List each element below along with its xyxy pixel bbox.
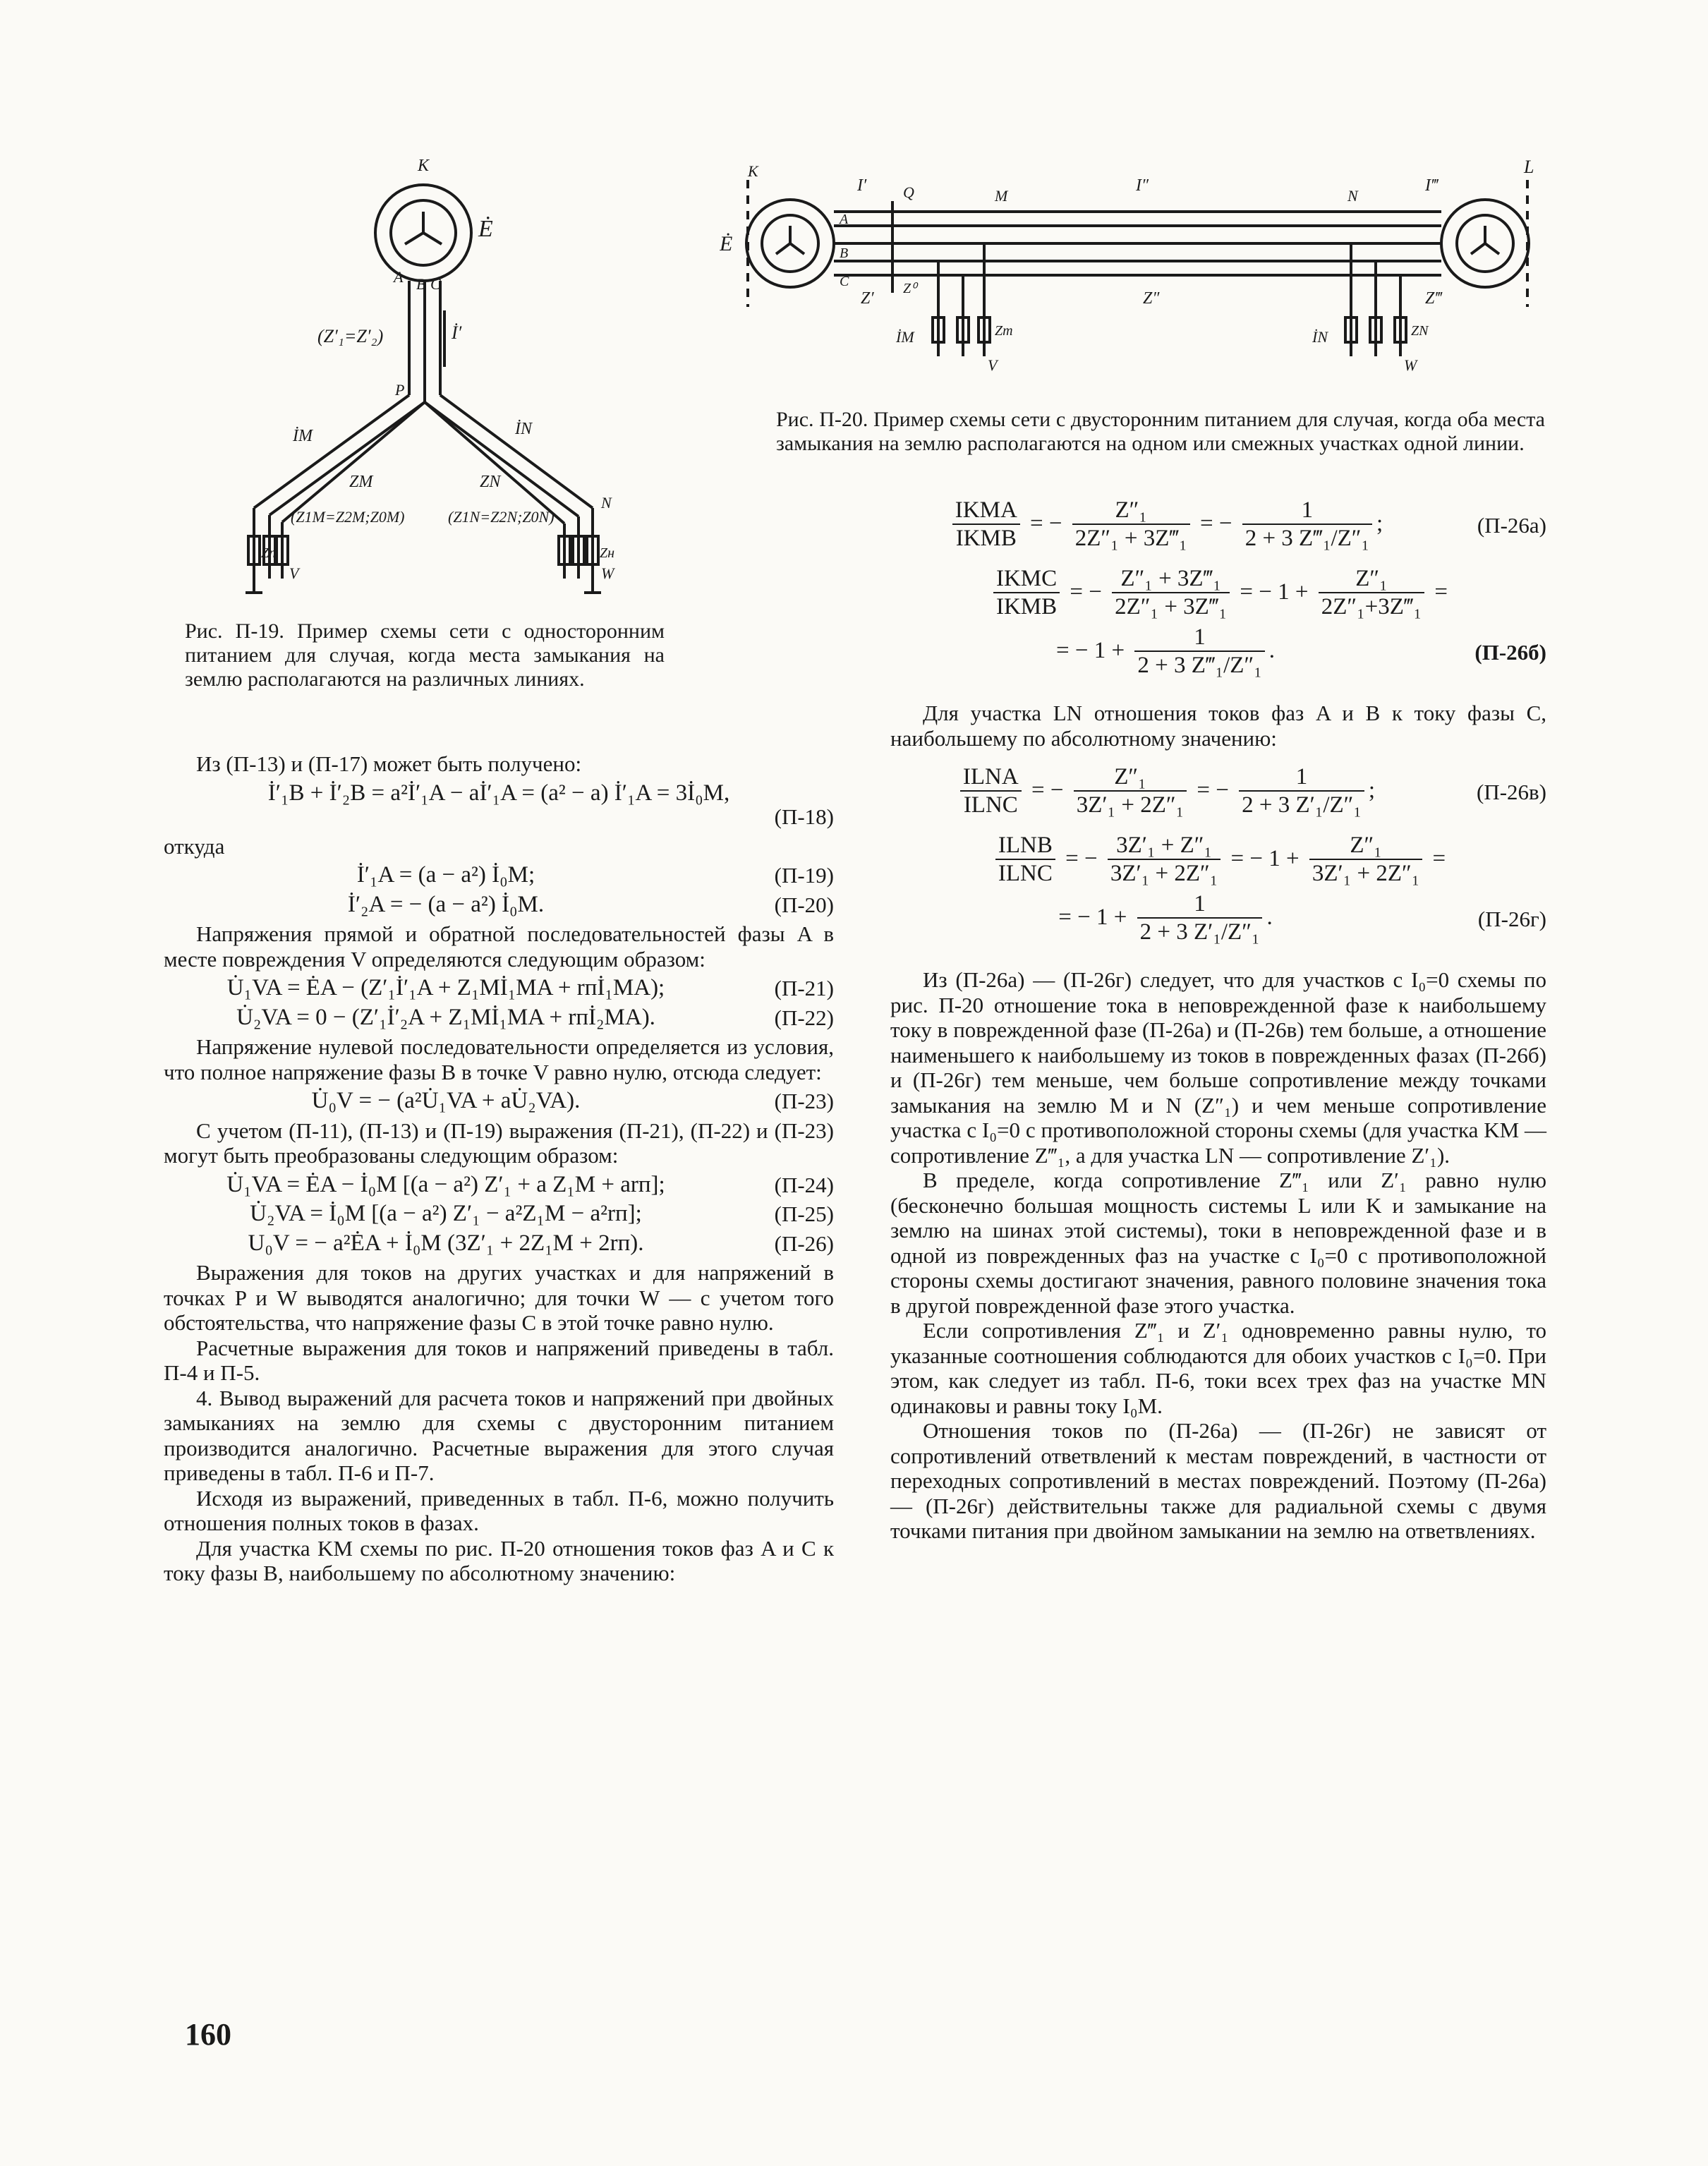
fig19-IN: İN	[515, 420, 532, 438]
fig20-M: M	[995, 187, 1008, 205]
eq20-body: İ′₂A = − (a − a²) İ₀M.	[347, 891, 545, 917]
otkuda: откуда	[164, 833, 225, 859]
eq25-body: U̇₂VA = İ₀M [(a − a²) Z′₁ − a²Z₁M − a²rп];	[250, 1201, 642, 1226]
fig20-E: Ė	[720, 232, 733, 255]
paragraph-7: Исходя из выражений, приведенных в табл. П-6, можно получить отношения полных токов в фазах.	[164, 1485, 834, 1535]
e26b-n1: IKMC	[993, 567, 1060, 593]
right-paragraph-5: Отношения токов по (П-26а) — (П-26г) не зависят от сопротивлений ответвлений к местам повреждений, в частности от переходных сопротивлений в местах повреждений. Поэтому (П-26а) — (П-26г) действительны также для радиальной схемы с двумя точками питания при двойном замыкании на землю на ответвлениях.	[890, 1418, 1546, 1543]
eq-p24	[164, 1173, 834, 1198]
e26g-n3: Z″₁	[1309, 833, 1422, 860]
page-number: 160	[185, 2017, 231, 2052]
eq-p26g-cont: = − 1 + $\frac{1}{\text{2 + 3 Z′₁/Z″₁}}$ . (П-26г)	[890, 892, 1546, 946]
eq26-number: (П-26)	[774, 1230, 834, 1256]
e26b-d4: 2 + 3 Z‴₁/Z″₁	[1137, 652, 1262, 678]
eq19-body: İ′₁A = (a − a²) İ₀M;	[356, 862, 535, 888]
fig20-Zn: ZN	[1411, 323, 1429, 339]
eq18-number: (П-18)	[774, 804, 834, 829]
e26b-n4: 1	[1134, 625, 1264, 652]
e26g-d4: 2 + 3 Z′₁/Z″₁	[1139, 919, 1260, 945]
eq23-number: (П-23)	[774, 1089, 834, 1113]
fig20-N: N	[1347, 187, 1358, 205]
e26b-d3: 2Z″₁+3Z‴₁	[1321, 593, 1422, 619]
fig19-Zn: Zп	[261, 545, 277, 561]
eq-p26v: $\frac{\text{ILNA}}{\text{ILNC}}$ = − $\frac{\text{Z″₁}}{\text{3Z′₁ + 2Z″₁}}$ = − $\frac{1}{\text{2 + 3 Z′₁/Z″₁}}$ ; (П-26в)	[890, 765, 1546, 819]
e26b-number: (П-26б)	[1474, 639, 1546, 665]
e26g-n4: 1	[1137, 892, 1263, 919]
right-column	[890, 494, 1546, 1544]
eq18-body: İ′₁B + İ′₂B = a²İ′₁A − aİ′₁A = (a² − a) İ′₁A = 3İ₀M,	[267, 780, 730, 806]
fig19-ZM: ZM	[349, 473, 373, 491]
fig19-B: B	[416, 275, 426, 293]
e26g-d3: 3Z′₁ + 2Z″₁	[1312, 860, 1420, 886]
e26g-d1: ILNC	[998, 860, 1053, 886]
fig20-C: C	[840, 274, 849, 289]
fig20-B: B	[840, 246, 849, 261]
eq-p26a: $\frac{\text{IKMA}}{\text{IKMB}}$ = − $\frac{\text{Z″₁}}{\text{2Z″₁ + 3Z‴₁}}$ = − $\frac{1}{\text{2 + 3 Z‴₁/Z″₁}}$ ; (П-26а)	[890, 498, 1546, 552]
fig20-A: A	[840, 212, 849, 227]
eq21-body: U̇₁VA = ĖA − (Z′₁İ′₁A + Z₁Mİ₁MA + rпİ₁MA);	[226, 975, 665, 1000]
eq-p21	[164, 976, 834, 1001]
e26b-n2: Z″₁ + 3Z‴₁	[1112, 567, 1230, 593]
e26v-d2: 3Z′₁ + 2Z″₁	[1076, 792, 1185, 818]
right-paragraph-2: Из (П-26а) — (П-26г) следует, что для участков с I₀=0 схемы по рис. П-20 отношение тока в неповрежденной фазе к наибольшему току в поврежденной фазе (П-26а) и (П-26в) тем больше, а отношение наименьшего к наибольшему из токов в поврежденных фазах (П-26б) и (П-26г) тем меньше, чем больше сопротивление между точками замыкания на землю M и N (Z″₁) и чем меньше сопротивление участка с I₀=0 с противоположной стороны схемы (для участка KM — сопротивление Z‴₁, а для участка LN — сопротивление Z′₁).	[890, 967, 1546, 1168]
figure-p20	[720, 145, 1566, 388]
paragraph-6: 4. Вывод выражений для расчета токов и напряжений при двойных замыканиях на землю для схемы с двусторонним питанием производится аналогично. Расчетные выражения для этого случая приведены в табл. П-6 и П-7.	[164, 1385, 834, 1485]
fig19-caption: Рис. П-19. Пример схемы сети с односторонним питанием для случая, когда места замыкания на землю располагаются на различных линиях.	[185, 619, 665, 691]
eq-p22	[164, 1005, 834, 1031]
fig20-Zpp: Z″	[1143, 289, 1160, 308]
fig19-N: N	[601, 494, 612, 512]
e26v-number: (П-26в)	[1477, 779, 1546, 804]
fig19-E: Ė	[478, 216, 493, 242]
right-paragraph-4: Если сопротивления Z‴₁ и Z′₁ одновременно равны нулю, то указанные соотношения соблюдаются для обоих участков с I₀=0. При этом, как следует из табл. П-6, токи всех трех фаз на участке MN одинаковы и равны току I₀M.	[890, 1318, 1546, 1418]
e26g-n1: ILNB	[995, 833, 1055, 860]
fig20-Zppp: Z‴	[1425, 289, 1442, 308]
eq-p18-number-row	[164, 804, 834, 830]
eq24-number: (П-24)	[774, 1172, 834, 1197]
e26g-number: (П-26г)	[1477, 906, 1546, 931]
eq19-number: (П-19)	[774, 863, 834, 888]
eq23-body: U̇₀V = − (a²U̇₁VA + aU̇₂VA).	[311, 1088, 581, 1113]
e26a-n3: 1	[1242, 498, 1372, 525]
e26a-n2: Z″₁	[1072, 498, 1190, 525]
paragraph-8: Для участка KM схемы по рис. П-20 отношения токов фаз A и C к току фазы B, наибольшему по абсолютному значению:	[164, 1535, 834, 1585]
e26a-number: (П-26а)	[1477, 512, 1546, 538]
fig19-K: K	[418, 157, 430, 175]
paragraph-4: Выражения для токов на других участках и для напряжений в точках P и W выводятся аналогично; для точки W — с учетом того обстоятельства, что напряжение фазы C в этой точке равно нулю.	[164, 1260, 834, 1335]
e26b-d2: 2Z″₁ + 3Z‴₁	[1115, 593, 1228, 619]
fig20-L: L	[1524, 157, 1534, 177]
eq-p19	[164, 863, 834, 888]
e26b-d1: IKMB	[995, 593, 1058, 619]
fig20-I2: I″	[1136, 176, 1149, 195]
eq21-number: (П-21)	[774, 976, 834, 1000]
fig19-A: A	[394, 268, 404, 286]
fig20-Z0: Z⁰	[903, 281, 917, 296]
e26g-d2: 3Z′₁ + 2Z″₁	[1110, 860, 1218, 886]
fig19-I: İ′	[452, 322, 462, 343]
left-column	[164, 751, 834, 1586]
eq24-body: U̇₁VA = ĖA − İ₀M [(a − a²) Z′₁ + a Z₁M + arп];	[226, 1171, 665, 1197]
fig20-IN: İN	[1312, 328, 1328, 346]
eq-p26b-cont: = − 1 + $\frac{1}{\text{2 + 3 Z‴₁/Z″₁}}$ . (П-26б)	[890, 625, 1546, 679]
e26g-n2: 3Z′₁ + Z″₁	[1108, 833, 1221, 860]
e26v-n1: ILNA	[960, 765, 1022, 792]
eq-p26	[164, 1231, 834, 1257]
e26v-d1: ILNC	[963, 792, 1018, 818]
fig20-Q: Q	[903, 183, 914, 201]
paragraph-2: Напряжение нулевой последовательности определяется из условия, что полное напряжение фазы B в точке V равно нулю, отсюда следует:	[164, 1034, 834, 1084]
figure-p20-diagram	[720, 145, 1566, 388]
fig19-z1: (Z′₁=Z′₂)	[317, 326, 384, 346]
e26v-n2: Z″₁	[1074, 765, 1187, 792]
eq20-number: (П-20)	[774, 892, 834, 917]
fig19-Zn2: Zн	[600, 545, 615, 561]
intro: Из (П-13) и (П-17) может быть получено:	[196, 751, 582, 776]
fig19-W: W	[601, 564, 614, 582]
paragraph-1: Напряжения прямой и обратной последовательностей фазы A в месте повреждения V определяются следующим образом:	[164, 921, 834, 972]
fig20-caption: Рис. П-20. Пример схемы сети с двусторонним питанием для случая, когда оба места замыкания на землю располагаются на одном или смежных участках одной линии.	[776, 408, 1545, 455]
eq26-body: U₀V = − a²ĖA + İ₀M (3Z′₁ + 2Z₁M + 2rп).	[248, 1230, 644, 1256]
figure-p19-diagram	[212, 155, 720, 607]
fig19-P: P	[395, 381, 405, 399]
e26a-d3: 2 + 3 Z‴₁/Z″₁	[1244, 525, 1370, 551]
figure-p19	[212, 155, 720, 607]
eq22-body: U̇₂VA = 0 − (Z′₁İ′₂A + Z₁Mİ₁MA + rпİ₂MA).	[236, 1004, 655, 1030]
eq-p20	[164, 893, 834, 918]
e26a-d2: 2Z″₁ + 3Z‴₁	[1074, 525, 1187, 551]
right-paragraph-1: Для участка LN отношения токов фаз A и B к току фазы C, наибольшему по абсолютному значению:	[890, 701, 1546, 751]
eq-p26b: $\frac{\text{IKMC}}{\text{IKMB}}$ = − $\frac{\text{Z″₁ + 3Z‴₁}}{\text{2Z″₁ + 3Z‴₁}}$ = − 1 + $\frac{\text{Z″₁}}{\text{2Z″₁+3Z‴₁}}$ =	[890, 567, 1546, 621]
fig20-K: K	[748, 162, 758, 180]
eq-p25	[164, 1202, 834, 1227]
e26b-n3: Z″₁	[1319, 567, 1424, 593]
fig20-IM: İM	[896, 328, 914, 346]
fig20-Zp: Z′	[861, 289, 874, 308]
eq-p23	[164, 1089, 834, 1114]
paragraph-5: Расчетные выражения для токов и напряжений приведены в табл. П-4 и П-5.	[164, 1335, 834, 1385]
fig19-C: C	[430, 275, 441, 293]
e26v-d3: 2 + 3 Z′₁/Z″₁	[1242, 792, 1362, 818]
e26v-n3: 1	[1239, 765, 1364, 792]
fig19-IM: İM	[293, 427, 313, 445]
eq-p18	[164, 781, 834, 806]
fig20-V: V	[988, 356, 998, 374]
paragraph-3: С учетом (П-11), (П-13) и (П-19) выражения (П-21), (П-22) и (П-23) могут быть преобразованы следующим образом:	[164, 1118, 834, 1168]
e26a-n1: IKMA	[952, 498, 1020, 525]
fig20-I1: I′	[857, 176, 867, 195]
e26a-d1: IKMB	[955, 525, 1017, 551]
fig20-I3: I‴	[1425, 176, 1439, 195]
eq22-number: (П-22)	[774, 1005, 834, 1030]
fig19-ZNparam: (Z1N=Z2N;Z0N)	[448, 508, 555, 526]
fig19-ZMparam: (Z1M=Z2M;Z0M)	[291, 508, 405, 526]
fig20-W: W	[1404, 356, 1417, 374]
right-paragraph-3: В пределе, когда сопротивление Z‴₁ или Z′₁ равно нулю (бесконечно большая мощность системы L или K и замыкание на землю на шинах этой системы), токи в неповрежденной фазе и в одной из поврежденных фаз на участке с I₀=0 с противоположной стороны схемы достигают значения, равного половине значения тока в другой поврежденной фазе этого участка.	[890, 1168, 1546, 1318]
fig20-Zm: Zm	[995, 323, 1013, 339]
eq25-number: (П-25)	[774, 1202, 834, 1226]
fig19-ZN: ZN	[480, 473, 501, 491]
fig19-V: V	[289, 564, 299, 582]
eq-p26g: $\frac{\text{ILNB}}{\text{ILNC}}$ = − $\frac{\text{3Z′₁ + Z″₁}}{\text{3Z′₁ + 2Z″₁}}$ = − 1 + $\frac{\text{Z″₁}}{\text{3Z′₁ + 2Z″₁}}$ =	[890, 833, 1546, 888]
